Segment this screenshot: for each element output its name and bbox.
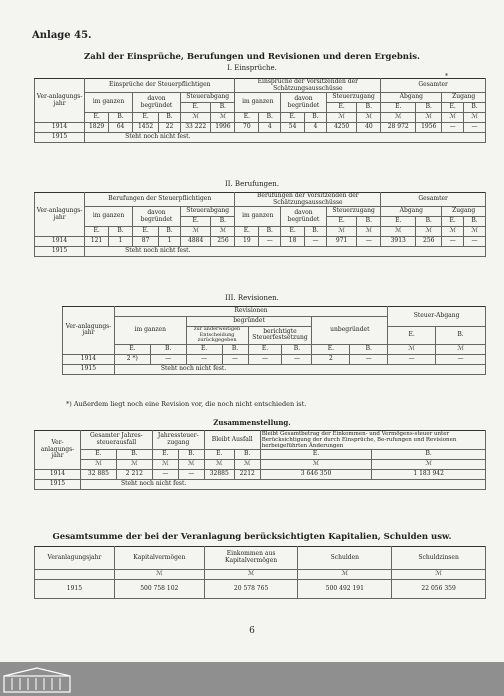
cell: — — [350, 354, 388, 364]
unit-e: E. — [312, 344, 350, 354]
cell: — — [282, 354, 312, 364]
header-davon-begruendet: davon begründet — [133, 207, 181, 227]
unit-b: B. — [436, 327, 486, 345]
unit-m: ℳ — [381, 113, 416, 123]
cell: 2 *) — [114, 354, 150, 364]
cell: — — [442, 123, 464, 133]
cell: 256 — [416, 237, 442, 247]
unit-m: ℳ — [392, 570, 486, 580]
cell: — — [464, 123, 486, 133]
cell: 4884 — [180, 237, 211, 247]
header-jahr: Ver-anlagungs-jahr — [35, 79, 85, 123]
cell: 1914 — [35, 470, 81, 480]
header-gesamter: Gesamter — [381, 193, 486, 207]
unit-e: E. — [235, 113, 259, 123]
unit-b: B. — [178, 450, 204, 460]
cell: 87 — [133, 237, 159, 247]
unit-e: E. — [235, 227, 259, 237]
section-title-gesamtsumme: Gesamtsumme der bei der Veranlagung berücksichtigten Kapitalien, Schulden usw. — [52, 532, 452, 542]
header-veranlagungsjahr: Veranlagungsjahr — [35, 547, 115, 570]
cell: — — [222, 354, 248, 364]
footnote: *) Außerdem liegt noch eine Revision vor, die noch nicht entschieden ist. — [66, 400, 307, 408]
library-logo-icon — [2, 666, 72, 694]
unit-b: B. — [357, 217, 381, 227]
table-row — [63, 354, 486, 364]
unit-e: E. — [326, 103, 357, 113]
unit-b: B. — [305, 227, 327, 237]
unit-b: B. — [211, 103, 235, 113]
header-jahr: Ver-anlagungs-jahr — [35, 431, 81, 470]
cell: 32 885 — [80, 470, 116, 480]
cell: 32885 — [204, 470, 234, 480]
header-abgang: Abgang — [381, 207, 442, 217]
header-im-ganzen: im ganzen — [85, 207, 133, 227]
header-einkommen: Einkommen aus Kapitalvermögen — [204, 547, 298, 570]
unit-e: E. — [388, 327, 436, 345]
header-bleibt-ausfall: Bleibt Ausfall — [204, 431, 260, 450]
unit-b: B. — [109, 227, 133, 237]
unit-e: E. — [80, 450, 116, 460]
page-number: 6 — [249, 626, 255, 636]
cell: 4 — [305, 123, 327, 133]
cell: 1915 — [35, 133, 85, 143]
unit-m: ℳ — [211, 113, 235, 123]
header-jahressteuerzugang: Jahressteuer-zugang — [152, 431, 204, 450]
header-steuer-abgang: Steuer-Abgang — [388, 307, 486, 327]
cell: 20 578 765 — [204, 580, 298, 599]
table-kapitalien — [34, 546, 486, 599]
unit-e: E. — [180, 217, 211, 227]
cell: 22 056 359 — [392, 580, 486, 599]
cell: 2 — [312, 354, 350, 364]
unit-e: E. — [442, 103, 464, 113]
unit-b: B. — [159, 227, 181, 237]
header-im-ganzen: im ganzen — [85, 93, 133, 113]
cell: 1829 — [85, 123, 109, 133]
table-row — [35, 123, 486, 133]
unit-b: B. — [416, 103, 442, 113]
unit-b: B. — [259, 227, 281, 237]
unit-b: B. — [464, 103, 486, 113]
header-steuerabgang: Steuerabgang — [180, 93, 234, 103]
table-revisionen — [62, 306, 486, 375]
header-begruendet: begründet — [186, 317, 312, 327]
cell: — — [436, 354, 486, 364]
unit-b: B. — [159, 113, 181, 123]
unit-e: E. — [326, 217, 357, 227]
header-vorsitzende: Einsprüche der Vorsitzenden der Schätzungsausschüsse — [235, 79, 381, 93]
cell: 1 — [109, 237, 133, 247]
cell: 19 — [235, 237, 259, 247]
section-title-berufungen: II. Berufungen. — [224, 180, 280, 188]
unit-m: ℳ — [204, 460, 234, 470]
cell: 121 — [85, 237, 109, 247]
unit-m: ℳ — [442, 227, 464, 237]
footer-bar — [0, 662, 504, 696]
header-zugang: Zugang — [442, 93, 486, 103]
cell: 971 — [326, 237, 357, 247]
unit-e: E. — [260, 450, 372, 460]
cell: 40 — [357, 123, 381, 133]
cell: — — [357, 237, 381, 247]
unit-m: ℳ — [416, 227, 442, 237]
unit-m: ℳ — [180, 227, 211, 237]
cell: 33 222 — [180, 123, 211, 133]
cell: — — [388, 354, 436, 364]
unit-b: B. — [109, 113, 133, 123]
unit-m: ℳ — [464, 113, 486, 123]
unit-e: E. — [114, 344, 150, 354]
cell: — — [248, 354, 282, 364]
unit-m: ℳ — [180, 113, 211, 123]
section-title-einsprueche: I. Einsprüche. — [227, 64, 277, 72]
cell: 256 — [211, 237, 235, 247]
header-davon-begruendet: davon begründet — [281, 93, 327, 113]
unit-m: ℳ — [442, 113, 464, 123]
unit-e: E. — [85, 227, 109, 237]
unit-m: ℳ — [464, 227, 486, 237]
cell: 1 — [159, 237, 181, 247]
unit-b: B. — [259, 113, 281, 123]
unit-e: E. — [180, 103, 211, 113]
header-steuerzugang: Steuerzugang — [326, 207, 380, 217]
cell: Steht noch nicht fest. — [80, 480, 485, 490]
unit-m: ℳ — [116, 460, 152, 470]
unit-b: B. — [116, 450, 152, 460]
cell: 3 646 350 — [260, 470, 372, 480]
header-schulden: Schulden — [298, 547, 392, 570]
cell: — — [442, 237, 464, 247]
unit-m: ℳ — [152, 460, 178, 470]
unit-e: E. — [281, 227, 305, 237]
asterisk-mark: * — [445, 73, 448, 80]
main-title: Zahl der Einsprüche, Berufungen und Revisionen und deren Ergebnis. — [84, 52, 420, 62]
cell: Steht noch nicht fest. — [85, 133, 486, 143]
table-row — [35, 580, 486, 599]
table-row — [35, 247, 486, 257]
header-gesamter: Gesamter — [381, 79, 486, 93]
cell: 2212 — [234, 470, 260, 480]
cell: 1956 — [416, 123, 442, 133]
header-im-ganzen: im ganzen — [235, 93, 281, 113]
cell: 1914 — [35, 237, 85, 247]
unit-m: ℳ — [381, 227, 416, 237]
unit-m: ℳ — [357, 227, 381, 237]
header-gesamtbetrag: Bleibt Gesamtbetrag der Einkommen- und Vermögens-steuer unter Berücksichtigung der durch Einsprüche, Be-rufungen und Revisionen herbeigeführten Änderungen — [260, 431, 485, 450]
unit-b: B. — [416, 217, 442, 227]
cell: 3913 — [381, 237, 416, 247]
cell: 4 — [259, 123, 281, 133]
header-kapitalvermoegen: Kapitalvermögen — [114, 547, 204, 570]
table-berufungen — [34, 192, 486, 257]
unit-m: ℳ — [298, 570, 392, 580]
header-vorsitzende: Berufungen der Vorsitzenden der Schätzungsausschüsse — [235, 193, 381, 207]
cell: 1915 — [35, 480, 81, 490]
unit-e: E. — [85, 113, 109, 123]
cell: 1 183 942 — [372, 470, 486, 480]
header-zurueckgegeben: zur anderweitigen Entscheidung zurückgegeben — [186, 327, 248, 345]
unit-b: B. — [464, 217, 486, 227]
cell: 1996 — [211, 123, 235, 133]
header-revisionen: Revisionen — [114, 307, 387, 317]
cell: 64 — [109, 123, 133, 133]
table-row — [35, 133, 486, 143]
header-steuerzugang: Steuerzugang — [326, 93, 380, 103]
cell: — — [186, 354, 222, 364]
cell — [35, 570, 115, 580]
unit-m: ℳ — [416, 113, 442, 123]
cell: 1915 — [35, 580, 115, 599]
unit-m: ℳ — [178, 460, 204, 470]
unit-b: B. — [350, 344, 388, 354]
table-zusammenstellung — [34, 430, 486, 490]
unit-m: ℳ — [326, 113, 357, 123]
unit-m: ℳ — [372, 460, 486, 470]
table-row — [63, 364, 486, 374]
header-jahressteuerausfall: Gesamter Jahres-steuerausfall — [80, 431, 152, 450]
unit-m: ℳ — [211, 227, 235, 237]
table-row — [35, 480, 486, 490]
cell: Steht noch nicht fest. — [85, 247, 486, 257]
unit-b: B. — [234, 450, 260, 460]
cell: — — [259, 237, 281, 247]
unit-e: E. — [186, 344, 222, 354]
cell: 500 492 191 — [298, 580, 392, 599]
unit-b: B. — [150, 344, 186, 354]
anlage-label: Anlage 45. — [32, 30, 92, 41]
unit-m: ℳ — [357, 113, 381, 123]
unit-m: ℳ — [260, 460, 372, 470]
unit-e: E. — [133, 113, 159, 123]
cell: Steht noch nicht fest. — [114, 364, 485, 374]
header-steuerpflichtige: Berufungen der Steuerpflichtigen — [85, 193, 235, 207]
header-steuerabgang: Steuerabgang — [180, 207, 234, 217]
cell: — — [305, 237, 327, 247]
unit-m: ℳ — [388, 344, 436, 354]
header-jahr: Ver-anlagungs-jahr — [63, 307, 115, 355]
cell: 1452 — [133, 123, 159, 133]
unit-b: B. — [222, 344, 248, 354]
header-berichtigt: berichtigte Steuerfestsetzung — [248, 327, 312, 345]
unit-m: ℳ — [436, 344, 486, 354]
unit-e: E. — [381, 217, 416, 227]
unit-e: E. — [442, 217, 464, 227]
unit-b: B. — [305, 113, 327, 123]
header-im-ganzen: im ganzen — [235, 207, 281, 227]
table-einsprueche — [34, 78, 486, 143]
header-im-ganzen: im ganzen — [114, 317, 186, 345]
unit-e: E. — [381, 103, 416, 113]
cell: 1915 — [63, 364, 115, 374]
header-davon-begruendet: davon begründet — [281, 207, 327, 227]
cell: 1914 — [35, 123, 85, 133]
section-title-revisionen: III. Revisionen. — [225, 294, 279, 302]
header-jahr: Ver-anlagungs-jahr — [35, 193, 85, 237]
cell: 28 972 — [381, 123, 416, 133]
cell: 4250 — [326, 123, 357, 133]
table-row — [35, 470, 486, 480]
cell: 22 — [159, 123, 181, 133]
unit-e: E. — [133, 227, 159, 237]
header-unbegruendet: unbegründet — [312, 317, 388, 345]
unit-e: E. — [281, 113, 305, 123]
unit-b: B. — [211, 217, 235, 227]
header-zugang: Zugang — [442, 207, 486, 217]
header-steuerpflichtige: Einsprüche der Steuerpflichtigen — [85, 79, 235, 93]
cell: 18 — [281, 237, 305, 247]
unit-m: ℳ — [114, 570, 204, 580]
header-abgang: Abgang — [381, 93, 442, 103]
cell: 1915 — [35, 247, 85, 257]
cell: 500 758 102 — [114, 580, 204, 599]
unit-b: B. — [357, 103, 381, 113]
unit-m: ℳ — [204, 570, 298, 580]
cell: 2 212 — [116, 470, 152, 480]
unit-b: B. — [282, 344, 312, 354]
cell: 54 — [281, 123, 305, 133]
cell: — — [178, 470, 204, 480]
cell: 70 — [235, 123, 259, 133]
unit-e: E. — [248, 344, 282, 354]
unit-b: B. — [372, 450, 486, 460]
cell: — — [150, 354, 186, 364]
header-davon-begruendet: davon begründet — [133, 93, 181, 113]
unit-m: ℳ — [234, 460, 260, 470]
unit-e: E. — [204, 450, 234, 460]
cell: — — [152, 470, 178, 480]
table-row — [35, 237, 486, 247]
section-title-zusammenstellung: Zusammenstellung. — [213, 418, 291, 427]
unit-m: ℳ — [326, 227, 357, 237]
cell: — — [464, 237, 486, 247]
cell: 1914 — [63, 354, 115, 364]
unit-e: E. — [152, 450, 178, 460]
header-schuldzinsen: Schuldzinsen — [392, 547, 486, 570]
unit-m: ℳ — [80, 460, 116, 470]
